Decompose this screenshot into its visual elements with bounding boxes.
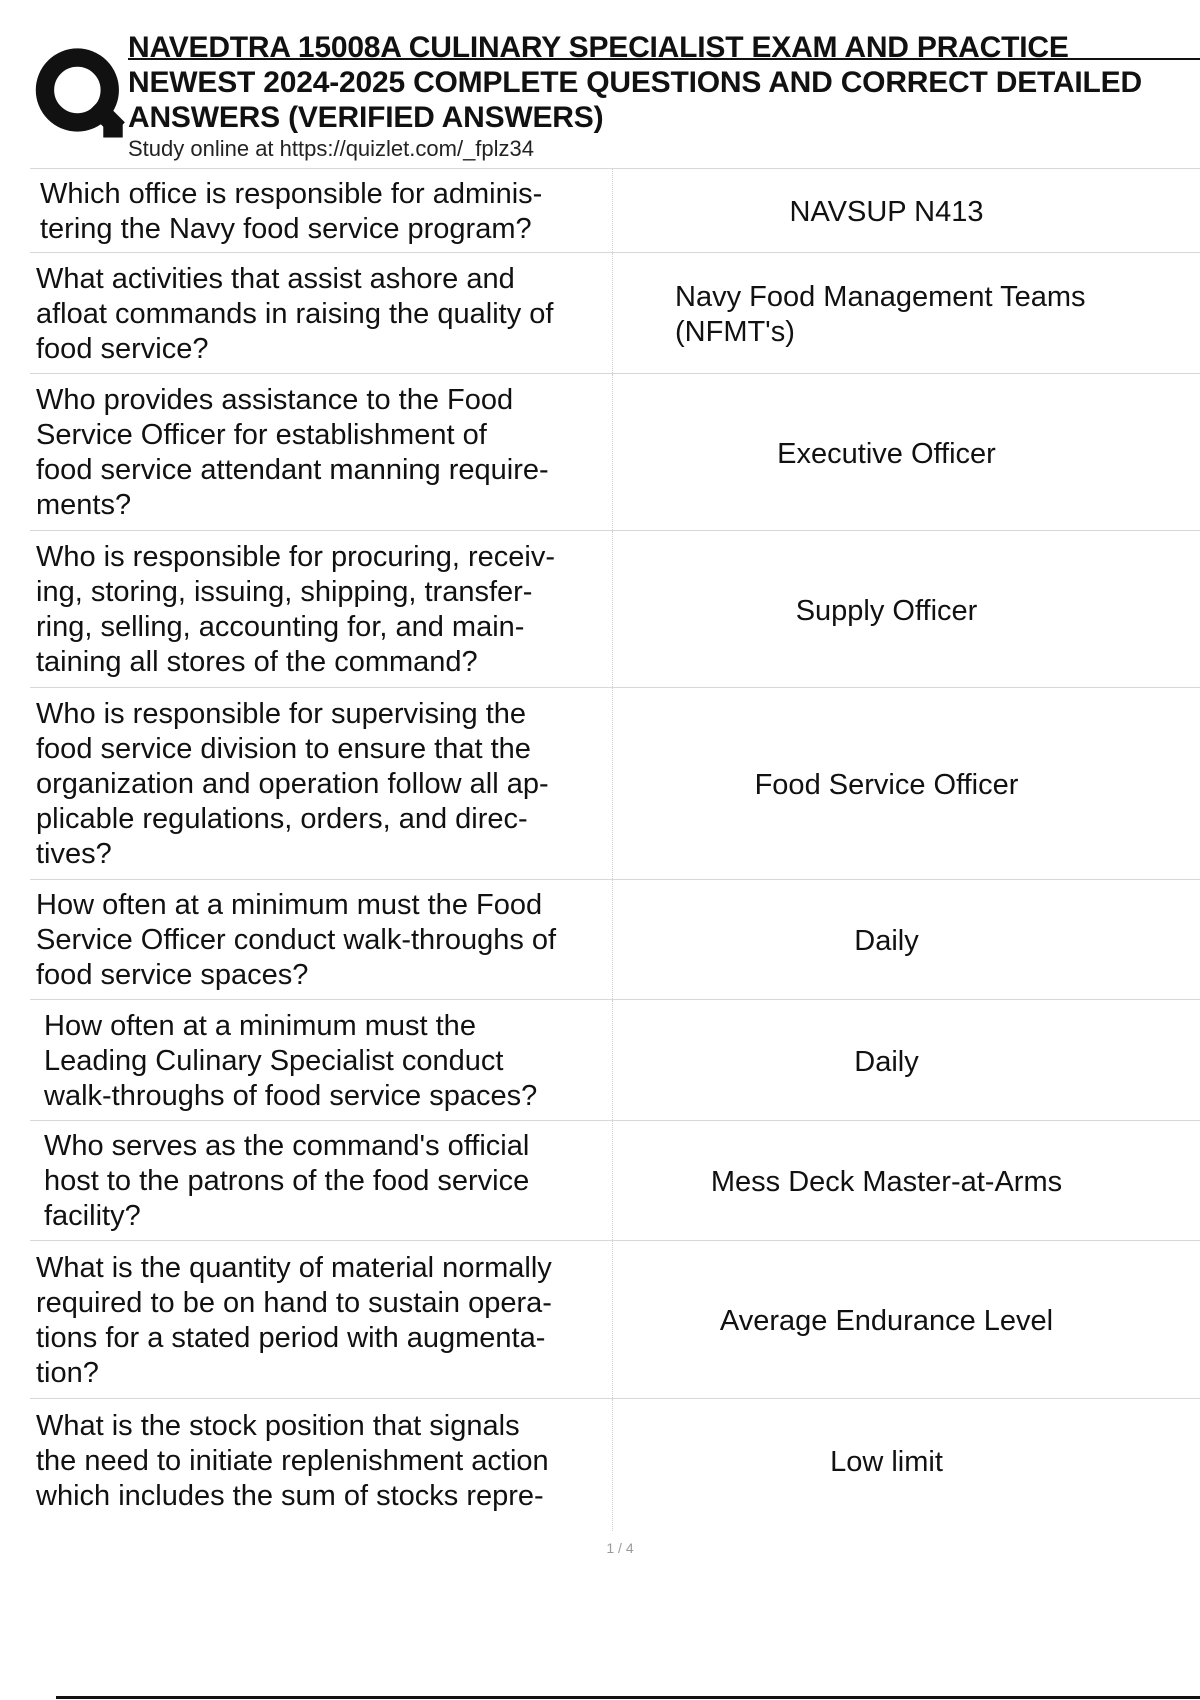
answer-cell: Supply Officer bbox=[795, 594, 978, 627]
answer-cell: Average Endurance Level bbox=[719, 1305, 1054, 1337]
table-row bbox=[30, 688, 1200, 880]
question-cell: What is the stock position that signals the need to initiate replenishment action which includes the sum of stocks repre- bbox=[30, 1399, 613, 1531]
answer-cell: Low limit bbox=[830, 1446, 943, 1478]
question-cell: Who is responsible for procuring, receiv- ing, storing, issuing, shipping, transfer- ring, selling, accounting for, and main- taining all stores of the command? bbox=[30, 531, 613, 687]
answer-cell: NAVSUP N413 bbox=[789, 196, 984, 228]
question-cell: How often at a minimum must the Food Service Officer conduct walk-throughs of food service spaces? bbox=[30, 880, 613, 999]
question-cell: Who serves as the command's official host to the patrons of the food service facility? bbox=[30, 1121, 613, 1240]
question-cell: How often at a minimum must the Leading Culinary Specialist conduct walk-throughs of food service spaces? bbox=[30, 1000, 613, 1120]
answer-cell: Daily bbox=[854, 1045, 919, 1078]
answer-cell: Daily bbox=[854, 925, 919, 957]
study-online-link[interactable]: Study online at https://quizlet.com/_fplz34 bbox=[128, 136, 535, 161]
flashcard-table bbox=[30, 168, 1200, 1531]
table-row bbox=[30, 1399, 1200, 1531]
table-row bbox=[30, 253, 1200, 374]
document-header bbox=[30, 30, 1200, 168]
answer-cell: Executive Officer bbox=[777, 437, 996, 470]
answer-cell: Mess Deck Master-at-Arms bbox=[710, 1166, 1063, 1198]
table-row bbox=[30, 531, 1200, 688]
table-row bbox=[30, 880, 1200, 1000]
title-line-1: NAVEDTRA 15008A CULINARY SPECIALIST EXAM AND PRACTICE bbox=[128, 31, 1069, 64]
page-indicator: 1 / 4 bbox=[606, 1540, 634, 1556]
title-line-2: NEWEST 2024-2025 COMPLETE QUESTIONS AND CORRECT DETAILED bbox=[128, 66, 1142, 99]
table-row bbox=[30, 1121, 1200, 1241]
question-cell: Who is responsible for supervising the food service division to ensure that the organization and operation follow all ap- plicable regulations, orders, and direc- tives? bbox=[30, 688, 613, 879]
question-cell: What activities that assist ashore and afloat commands in raising the quality of food service? bbox=[30, 253, 613, 373]
table-row bbox=[30, 169, 1200, 253]
quizlet-logo-icon bbox=[32, 36, 140, 144]
table-row bbox=[30, 1000, 1200, 1121]
bottom-divider bbox=[56, 1696, 1200, 1699]
answer-cell: Navy Food Management Teams (NFMT's) bbox=[675, 281, 1086, 348]
answer-cell: Food Service Officer bbox=[754, 769, 1019, 801]
question-cell: Which office is responsible for adminis- tering the Navy food service program? bbox=[30, 169, 613, 252]
table-row bbox=[30, 374, 1200, 531]
question-cell: Who provides assistance to the Food Service Officer for establishment of food service attendant manning require- ments? bbox=[30, 374, 613, 530]
title-line-3: ANSWERS (VERIFIED ANSWERS) bbox=[128, 101, 604, 134]
table-row bbox=[30, 1241, 1200, 1399]
question-cell: What is the quantity of material normally required to be on hand to sustain opera- tions for a stated period with augmenta- tion? bbox=[30, 1241, 613, 1398]
document-title bbox=[128, 30, 1200, 135]
